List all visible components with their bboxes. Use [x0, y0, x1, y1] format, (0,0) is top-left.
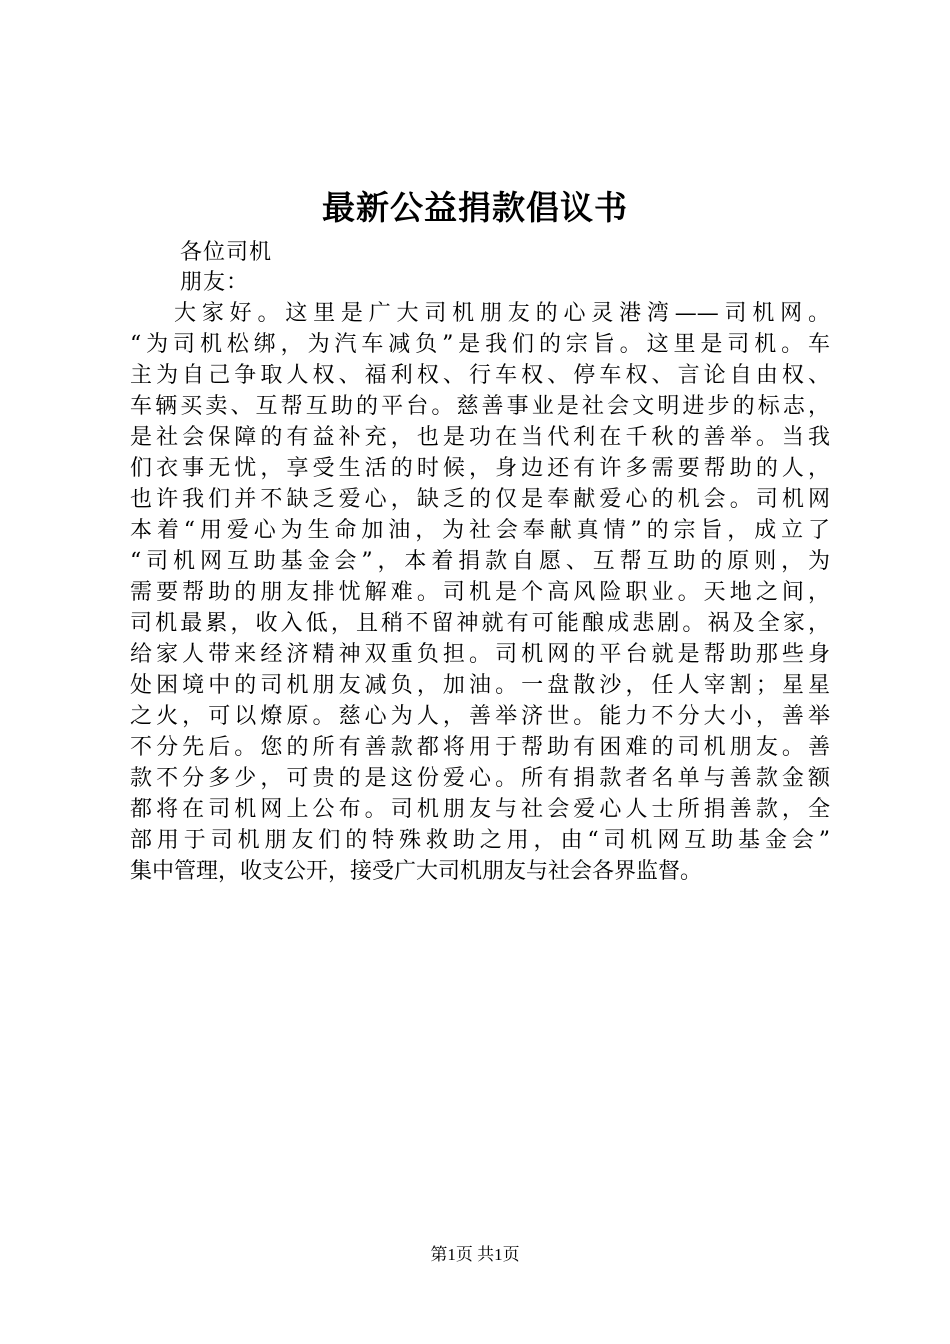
- body-line: 之火，可以燎原。慈心为人，善举济世。能力不分大小，善举: [130, 704, 830, 729]
- body-line: 都将在司机网上公布。司机朋友与社会爱心人士所捐善款，全: [130, 797, 830, 822]
- page-number-footer: 第1页 共1页: [430, 1245, 520, 1264]
- body-line: “为司机松绑，为汽车减负”是我们的宗旨。这里是司机。车: [130, 332, 830, 357]
- salutation-line-1: 各位司机: [180, 240, 273, 265]
- body-line: 款不分多少，可贵的是这份爱心。所有捐款者名单与善款金额: [130, 766, 830, 791]
- body-line: 集中管理，收支公开，接受广大司机朋友与社会各界监督。: [130, 859, 703, 884]
- body-line: 部用于司机朋友们的特殊救助之用，由“司机网互助基金会”: [130, 828, 830, 853]
- body-line: 也许我们并不缺乏爱心，缺乏的仅是奉献爱心的机会。司机网: [130, 487, 830, 512]
- body-line: 需要帮助的朋友排忧解难。司机是个高风险职业。天地之间，: [130, 580, 830, 605]
- body-line: 司机最累，收入低，且稍不留神就有可能酿成悲剧。祸及全家，: [130, 611, 830, 636]
- body-line: 给家人带来经济精神双重负担。司机网的平台就是帮助那些身: [130, 642, 830, 667]
- body-line: 们衣事无忧，享受生活的时候，身边还有许多需要帮助的人，: [130, 456, 830, 481]
- body-line: 是社会保障的有益补充，也是功在当代利在千秋的善举。当我: [130, 425, 830, 450]
- document-title: 最新公益捐款倡议书: [322, 188, 628, 227]
- body-line: “司机网互助基金会”，本着捐款自愿、互帮互助的原则，为: [130, 549, 830, 574]
- body-text: [130, 298, 830, 887]
- body-line: 车辆买卖、互帮互助的平台。慈善事业是社会文明进步的标志，: [130, 394, 830, 419]
- body-line: 大家好。这里是广大司机朋友的心灵港湾——司机网。: [174, 301, 830, 326]
- salutation-line-2: 朋友：: [180, 270, 250, 295]
- body-line: 本着“用爱心为生命加油，为社会奉献真情”的宗旨，成立了: [130, 518, 830, 543]
- body-line: 处困境中的司机朋友减负，加油。一盘散沙，任人宰割；星星: [130, 673, 830, 698]
- body-line: 不分先后。您的所有善款都将用于帮助有困难的司机朋友。善: [130, 735, 830, 760]
- body-line: 主为自己争取人权、福利权、行车权、停车权、言论自由权、: [130, 363, 830, 388]
